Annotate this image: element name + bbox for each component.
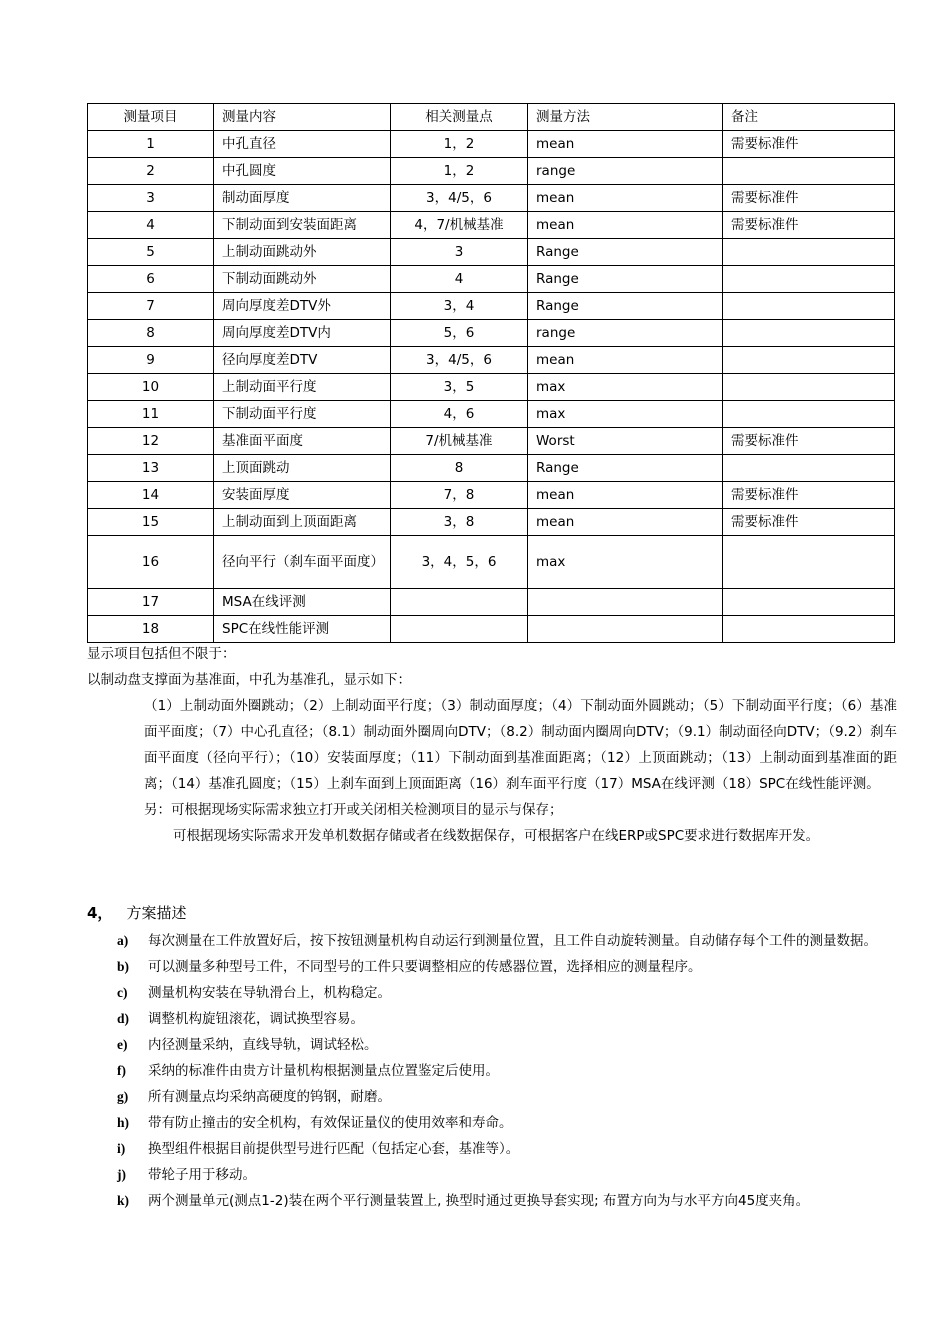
cell-points [391,589,528,616]
note-line-1: 另：可根据现场实际需求独立打开或关闭相关检测项目的显示与保存； [144,802,563,818]
section-4-heading [87,900,897,926]
list-item-marker: e) [117,1037,128,1052]
cell-item-no: 7 [88,293,214,320]
cell-points: 4 [391,266,528,293]
list-item-marker: j) [117,1167,126,1182]
cell-note: 需要标准件 [723,482,895,509]
cell-method: range [528,158,723,185]
table-row [88,589,895,616]
cell-content: 周向厚度差DTV外 [214,293,391,320]
list-item [87,1136,897,1162]
list-item-text: 带轮子用于移动。 [148,1167,256,1183]
cell-method: Range [528,455,723,482]
table-row [88,320,895,347]
table-body [88,131,895,643]
list-item [87,980,897,1006]
list-item-marker: g) [117,1089,129,1104]
list-item [87,1110,897,1136]
table-header-row [88,104,895,131]
table-row [88,239,895,266]
list-item-text: 测量机构安装在导轨滑台上，机构稳定。 [148,985,391,1001]
cell-content: 上制动面跳动外 [214,239,391,266]
header-method: 测量方法 [528,104,723,131]
cell-method: Range [528,239,723,266]
measurement-table [87,103,895,643]
list-item [87,928,897,954]
list-item-marker: f) [117,1063,126,1078]
cell-note [723,347,895,374]
section-4-number: 4， [87,904,113,922]
list-item [87,1006,897,1032]
table-row [88,509,895,536]
cell-content: 上制动面到上顶面距离 [214,509,391,536]
table-row [88,374,895,401]
cell-item-no: 4 [88,212,214,239]
cell-item-no: 15 [88,509,214,536]
display-items-paragraph: （1）上制动面外圈跳动；（2）上制动面平行度；（3）制动面厚度；（4）下制动面外圆跳动；（5）下制动面平行度；（6）基准面平面度；（7）中心孔直径；（8.1）制动面外圈周向DTV；（8.2）制动面内圈周向DTV；（9.1）制动面径向DTV；（9.2）刹车面平面度（径向平行）；（10）安装面厚度；（11）下制动面到基准面距离；（12）上顶面跳动；（13）上制动面到基准面的距离；（14）基准孔圆度；（15）上刹车面到上顶面距离（16）刹车面平行度（17）MSA在线评测（18）SPC在线性能评测。 [144,698,897,792]
cell-method: mean [528,131,723,158]
cell-item-no: 6 [88,266,214,293]
cell-points: 7/机械基准 [391,428,528,455]
list-item-text: 所有测量点均采纳高硬度的钨钢，耐磨。 [148,1089,391,1105]
cell-method: Range [528,293,723,320]
list-item-text: 两个测量单元(测点1-2)装在两个平行测量装置上, 换型时通过更换导套实现; 布置方向为与水平方向45度夹角。 [148,1193,810,1209]
list-item-text: 可以测量多种型号工件，不同型号的工件只要调整相应的传感器位置，选择相应的测量程序。 [148,959,702,975]
table-row [88,455,895,482]
cell-content: SPC在线性能评测 [214,616,391,643]
list-item [87,1188,897,1214]
cell-item-no: 10 [88,374,214,401]
table-row [88,616,895,643]
cell-item-no: 3 [88,185,214,212]
table-row [88,185,895,212]
header-item-no: 测量项目 [88,104,214,131]
cell-item-no: 17 [88,589,214,616]
cell-item-no: 16 [88,536,214,589]
list-item [87,1084,897,1110]
cell-content: 周向厚度差DTV内 [214,320,391,347]
table-row [88,401,895,428]
list-item-text: 内径测量采纳，直线导轨，调试轻松。 [148,1037,378,1053]
cell-item-no: 13 [88,455,214,482]
table-row [88,212,895,239]
table-row [88,536,895,589]
cell-note [723,374,895,401]
cell-points: 4，7/机械基准 [391,212,528,239]
cell-method: max [528,536,723,589]
cell-item-no: 11 [88,401,214,428]
list-item-text: 采纳的标准件由贵方计量机构根据测量点位置鉴定后使用。 [148,1063,499,1079]
cell-points: 8 [391,455,528,482]
cell-content: 中孔圆度 [214,158,391,185]
table-row [88,428,895,455]
cell-content: 下制动面平行度 [214,401,391,428]
cell-method: mean [528,509,723,536]
cell-note [723,455,895,482]
cell-note [723,536,895,589]
cell-note [723,239,895,266]
list-item [87,1032,897,1058]
cell-content: 下制动面到安装面距离 [214,212,391,239]
cell-note: 需要标准件 [723,428,895,455]
cell-points: 1，2 [391,131,528,158]
cell-points [391,616,528,643]
list-item [87,954,897,980]
cell-item-no: 14 [88,482,214,509]
table-row [88,131,895,158]
list-item-text: 带有防止撞击的安全机构，有效保证量仪的使用效率和寿命。 [148,1115,513,1131]
cell-item-no: 9 [88,347,214,374]
cell-points: 3，4 [391,293,528,320]
cell-content: 中孔直径 [214,131,391,158]
cell-item-no: 8 [88,320,214,347]
cell-content: 径向平行（刹车面平面度） [214,536,391,589]
table-row [88,347,895,374]
list-item [87,1058,897,1084]
section-4-title: 方案描述 [126,904,187,922]
cell-content: 上顶面跳动 [214,455,391,482]
list-item-marker: i) [117,1141,126,1156]
cell-note: 需要标准件 [723,509,895,536]
cell-note [723,158,895,185]
note-line-2: 可根据现场实际需求开发单机数据存储或者在线数据保存，可根据客户在线ERP或SPC要求进行数据库开发。 [173,828,820,844]
cell-points: 7，8 [391,482,528,509]
cell-note: 需要标准件 [723,212,895,239]
cell-method: range [528,320,723,347]
cell-points: 3 [391,239,528,266]
cell-method [528,616,723,643]
cell-points: 1，2 [391,158,528,185]
cell-points: 3，5 [391,374,528,401]
cell-note [723,589,895,616]
list-item-text: 每次测量在工件放置好后，按下按钮测量机构自动运行到测量位置，且工件自动旋转测量。自动储存每个工件的测量数据。 [148,933,877,949]
intro-line: 显示项目包括但不限于： [87,646,236,662]
cell-points: 4，6 [391,401,528,428]
cell-points: 3，4，5，6 [391,536,528,589]
list-item [87,1162,897,1188]
section-4-plan-description [87,900,897,1214]
cell-points: 5，6 [391,320,528,347]
cell-method: Range [528,266,723,293]
cell-method: mean [528,185,723,212]
cell-points: 3，4/5，6 [391,347,528,374]
header-points: 相关测量点 [391,104,528,131]
cell-item-no: 1 [88,131,214,158]
cell-note: 需要标准件 [723,131,895,158]
cell-note: 需要标准件 [723,185,895,212]
table-row [88,482,895,509]
cell-method [528,589,723,616]
cell-points: 3，8 [391,509,528,536]
reference-line: 以制动盘支撑面为基准面，中孔为基准孔，显示如下： [87,672,411,688]
cell-content: MSA在线评测 [214,589,391,616]
list-item-marker: c) [117,985,128,1000]
cell-content: 下制动面跳动外 [214,266,391,293]
cell-method: mean [528,482,723,509]
table-row [88,266,895,293]
cell-note [723,266,895,293]
cell-content: 径向厚度差DTV [214,347,391,374]
cell-note [723,320,895,347]
list-item-marker: b) [117,959,130,974]
display-items-text [87,641,897,849]
plan-list [87,928,897,1214]
list-item-text: 换型组件根据目前提供型号进行匹配（包括定心套，基准等）。 [148,1141,520,1157]
cell-content: 制动面厚度 [214,185,391,212]
table-row [88,293,895,320]
cell-method: max [528,401,723,428]
cell-method: max [528,374,723,401]
cell-item-no: 18 [88,616,214,643]
cell-item-no: 2 [88,158,214,185]
table-row [88,158,895,185]
cell-note [723,616,895,643]
cell-points: 3，4/5，6 [391,185,528,212]
list-item-marker: k) [117,1193,130,1208]
list-item-marker: h) [117,1115,130,1130]
list-item-marker: a) [117,933,129,948]
cell-method: mean [528,347,723,374]
header-note: 备注 [723,104,895,131]
cell-content: 安装面厚度 [214,482,391,509]
cell-method: mean [528,212,723,239]
cell-item-no: 5 [88,239,214,266]
cell-method: Worst [528,428,723,455]
cell-content: 基准面平面度 [214,428,391,455]
list-item-text: 调整机构旋钮滚花，调试换型容易。 [148,1011,364,1027]
list-item-marker: d) [117,1011,130,1026]
cell-content: 上制动面平行度 [214,374,391,401]
cell-note [723,293,895,320]
cell-note [723,401,895,428]
cell-item-no: 12 [88,428,214,455]
header-content: 测量内容 [214,104,391,131]
